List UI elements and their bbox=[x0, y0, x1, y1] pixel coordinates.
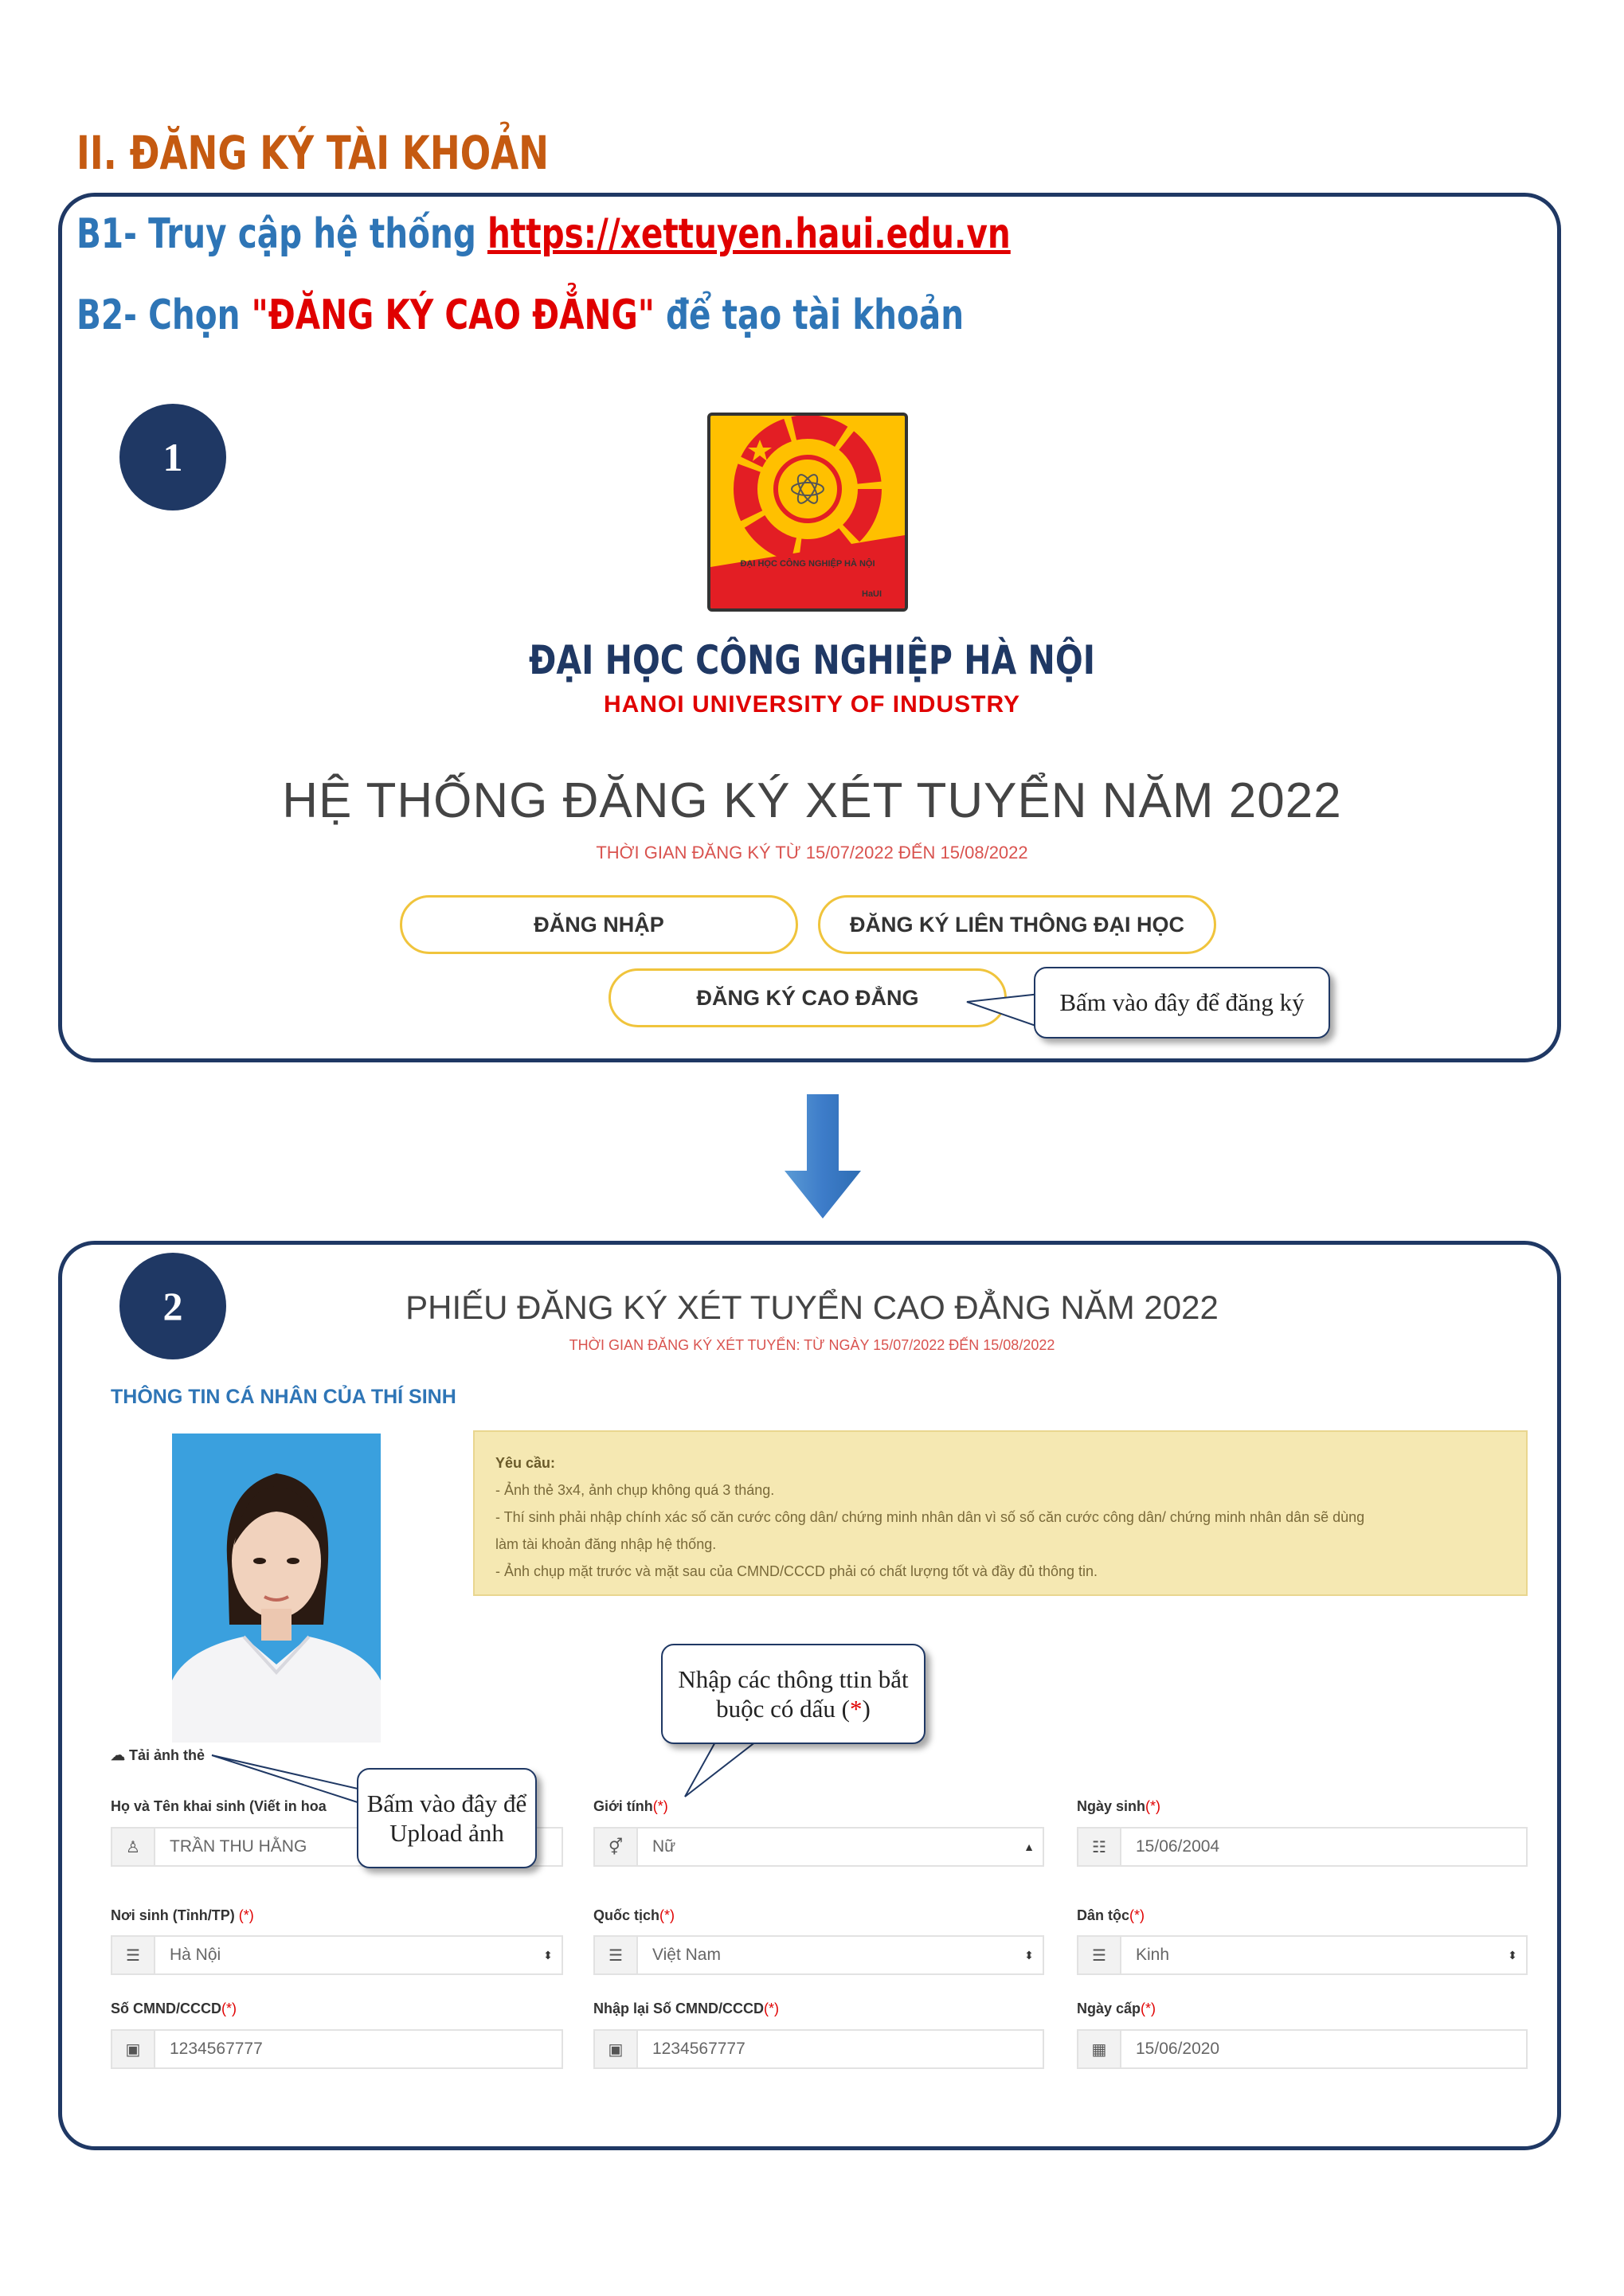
user-icon: ♙ bbox=[112, 1829, 155, 1865]
form-title: PHIẾU ĐĂNG KÝ XÉT TUYỂN CAO ĐẲNG NĂM 2022 bbox=[405, 1289, 1219, 1326]
university-name-en: HANOI UNIVERSITY OF INDUSTRY bbox=[603, 691, 1021, 718]
portal-url-link[interactable]: https://xettuyen.haui.edu.vn bbox=[487, 210, 1011, 258]
upload-photo-link[interactable] bbox=[111, 1747, 205, 1764]
dob-input[interactable] bbox=[1077, 1827, 1528, 1867]
transfer-registration-button[interactable]: ĐĂNG KÝ LIÊN THÔNG ĐẠI HỌC bbox=[818, 895, 1216, 954]
id-card-icon: ▣ bbox=[112, 2031, 155, 2067]
step-badge-1: 1 bbox=[119, 404, 226, 510]
upload-photo-label: Tải ảnh thẻ bbox=[129, 1747, 205, 1763]
birthplace-value: Hà Nội bbox=[170, 1946, 221, 1964]
issue-date-label: Ngày cấp(*) bbox=[1077, 2001, 1156, 2016]
id-number-input[interactable] bbox=[111, 2029, 563, 2069]
step-badge-2: 2 bbox=[119, 1253, 226, 1359]
gender-label: Giới tính(*) bbox=[593, 1798, 668, 1814]
id-confirm-value: 1234567777 bbox=[652, 2040, 745, 2058]
name-value: TRẦN THU HẰNG bbox=[170, 1837, 307, 1856]
step-2-suffix: để tạo tài khoản bbox=[654, 291, 965, 339]
list-icon: ☰ bbox=[1078, 1937, 1121, 1973]
step-2-highlight: "ĐĂNG KÝ CAO ĐẲNG" bbox=[251, 291, 655, 339]
step-2-text: B2- Chọn bbox=[76, 291, 252, 339]
calendar-icon: ▦ bbox=[1078, 2031, 1121, 2067]
logo-caption: ĐẠI HỌC CÔNG NGHIỆP HÀ NỘI bbox=[740, 559, 875, 569]
requirements-title: Yêu cầu: bbox=[495, 1455, 556, 1471]
login-button[interactable]: ĐĂNG NHẬP bbox=[400, 895, 798, 954]
id-card-icon: ▣ bbox=[595, 2031, 638, 2067]
name-label: Họ và Tên khai sinh (Viết in hoa bbox=[111, 1798, 327, 1814]
nationality-label: Quốc tịch(*) bbox=[593, 1907, 675, 1923]
list-icon: ☰ bbox=[112, 1937, 155, 1973]
university-name-vn: ĐẠI HỌC CÔNG NGHIỆP HÀ NỘI bbox=[529, 637, 1095, 683]
select-caret-icon: ⬍ bbox=[1024, 1948, 1034, 1962]
select-caret-icon: ⬍ bbox=[1508, 1948, 1517, 1962]
university-logo bbox=[707, 413, 908, 612]
issue-date-value: 15/06/2020 bbox=[1136, 2040, 1220, 2058]
step-2-line bbox=[76, 291, 964, 339]
system-title: HỆ THỐNG ĐĂNG KÝ XÉT TUYỂN NĂM 2022 bbox=[282, 773, 1342, 828]
gender-icon: ⚥ bbox=[595, 1829, 638, 1865]
select-caret-icon: ▲ bbox=[1023, 1840, 1035, 1853]
callout-pointer-2-icon bbox=[209, 1752, 368, 1816]
dob-label: Ngày sinh(*) bbox=[1077, 1798, 1161, 1814]
id-confirm-input[interactable] bbox=[593, 2029, 1044, 2069]
requirement-line: - Thí sinh phải nhập chính xác số căn cước công dân/ chứng minh nhân dân vì số số căn cước công dân/ chứng minh nhân dân sẽ dùng bbox=[495, 1509, 1365, 1525]
required-fields-callout: Nhập các thông ttin bắt buộc có dấu (*) bbox=[661, 1644, 925, 1744]
cloud-upload-icon: ☁ bbox=[111, 1747, 125, 1763]
college-registration-button[interactable]: ĐĂNG KÝ CAO ĐẲNG bbox=[609, 968, 1007, 1027]
select-caret-icon: ⬍ bbox=[543, 1948, 553, 1962]
upload-callout: Bấm vào đây để Upload ảnh bbox=[357, 1768, 537, 1868]
gender-value: Nữ bbox=[652, 1837, 676, 1856]
system-subtitle: THỜI GIAN ĐĂNG KÝ TỪ 15/07/2022 ĐẾN 15/08/2022 bbox=[596, 843, 1028, 862]
personal-info-heading: THÔNG TIN CÁ NHÂN CỦA THÍ SINH bbox=[111, 1386, 456, 1408]
requirement-line: - Ảnh chụp mặt trước và mặt sau của CMND/CCCD phải có chất lượng tốt và đầy đủ thông tin. bbox=[495, 1563, 1098, 1579]
list-icon: ☰ bbox=[595, 1937, 638, 1973]
callout-pointer-1-icon bbox=[964, 988, 1043, 1035]
birthplace-label: Nơi sinh (Tỉnh/TP) (*) bbox=[111, 1907, 254, 1923]
id-confirm-label: Nhập lại Số CMND/CCCD(*) bbox=[593, 2001, 780, 2016]
down-arrow-icon bbox=[785, 1094, 861, 1220]
gender-select[interactable] bbox=[593, 1827, 1044, 1867]
logo-mark: HaUI bbox=[862, 589, 882, 599]
logo-emblem-icon bbox=[710, 416, 905, 608]
requirement-line: - Ảnh thẻ 3x4, ảnh chụp không quá 3 tháng. bbox=[495, 1482, 775, 1498]
birthplace-select[interactable] bbox=[111, 1935, 563, 1975]
nationality-value: Việt Nam bbox=[652, 1946, 721, 1964]
id-number-label: Số CMND/CCCD(*) bbox=[111, 2001, 237, 2016]
ethnicity-label: Dân tộc(*) bbox=[1077, 1907, 1145, 1923]
candidate-photo[interactable] bbox=[172, 1434, 381, 1743]
dob-value: 15/06/2004 bbox=[1136, 1837, 1220, 1856]
form-subtitle: THỜI GIAN ĐĂNG KÝ XÉT TUYỂN: TỪ NGÀY 15/07/2022 ĐẾN 15/08/2022 bbox=[569, 1337, 1055, 1353]
portrait-icon bbox=[172, 1434, 381, 1743]
nationality-select[interactable] bbox=[593, 1935, 1044, 1975]
ethnicity-select[interactable] bbox=[1077, 1935, 1528, 1975]
ethnicity-value: Kinh bbox=[1136, 1946, 1170, 1964]
birthday-cake-icon: ☷ bbox=[1078, 1829, 1121, 1865]
step-1-line bbox=[76, 210, 1011, 258]
section-title: II. ĐĂNG KÝ TÀI KHOẢN bbox=[76, 126, 550, 180]
requirements-box bbox=[473, 1430, 1528, 1596]
requirement-line: làm tài khoản đăng nhập hệ thống. bbox=[495, 1536, 717, 1552]
step-1-text: B1- Truy cập hệ thống bbox=[76, 210, 487, 258]
id-number-value: 1234567777 bbox=[170, 2040, 263, 2058]
issue-date-input[interactable] bbox=[1077, 2029, 1528, 2069]
register-callout: Bấm vào đây để đăng ký bbox=[1034, 967, 1330, 1038]
